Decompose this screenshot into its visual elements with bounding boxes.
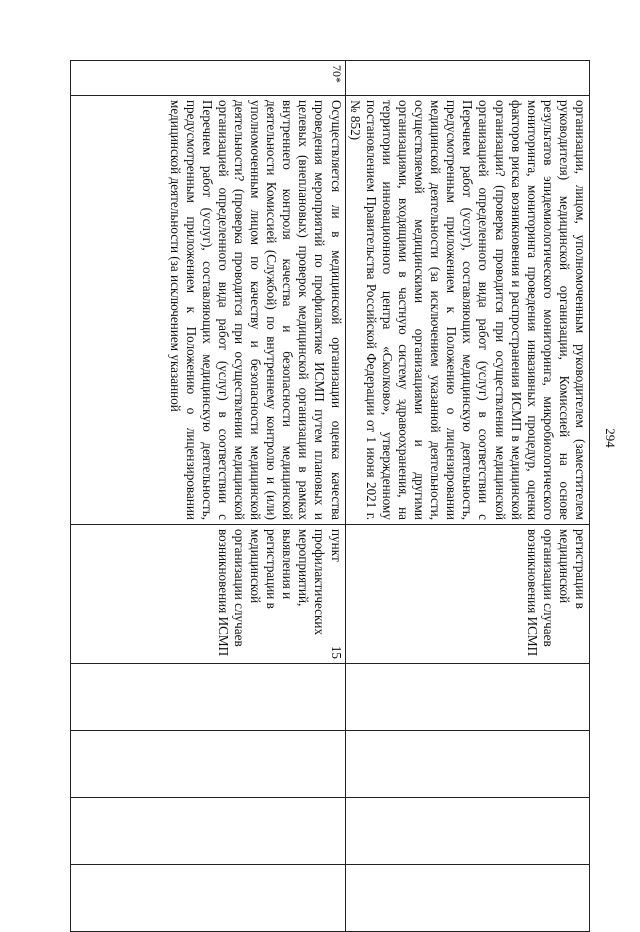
empty-cell xyxy=(71,664,346,731)
page-number: 294 xyxy=(603,428,618,448)
requirement-cell xyxy=(345,525,589,664)
question-cell: Осуществляется ли в медицинской организации оценка качества проведения мероприятий по профилактике ИСМП путем плановых и целевых (внеплановых) проверок медицинской организации в рамках внутреннего контроля качества и безопасности медицинской деятельности Комиссией (Службой) по внутреннему контролю и (или) уполномоченным лицом по качеству и безопасности медицинской деятельности? (проверка проводится при осуществлении медицинской организацией определенного вида работ (услуг) в соответствии с Перечнем работ (услуг), составляющих медицинскую деятельность, предусмотренным приложением к Положению о лицензировании медицинской деятельности (за исключением указанной xyxy=(71,96,346,525)
empty-cell xyxy=(345,731,589,798)
row-number: 70* xyxy=(71,61,346,96)
requirement-cell xyxy=(71,525,346,664)
rotated-table-container xyxy=(70,60,590,870)
requirement-text: регистрации в медицинской организации случаев возникновения ИСМП xyxy=(524,529,588,657)
table-row xyxy=(345,61,589,932)
question-cell: организации, лицом, уполномоченным руководителем (заместителем руководителя) медицинской организации, Комиссией на основе результатов эпидемиологического мониторинга, микробиологического мониторинга, мониторинга проведения инвазивных процедур, оценки факторов риска возникновения и распространения ИСМП в медицинской организации? (проверка проводится при осуществлении медицинской организацией определенного вида работ (услуг) в соответствии с Перечнем работ (услуг), составляющих медицинскую деятельность, предусмотренным приложением к Положению о лицензировании медицинской деятельности (за исключением указанной деятельности, осуществляемой медицинскими организациями и другими организациями, входящими в частную систему здравоохранения, на территории инновационного центра «Сколково», утвержденному постановлением Правительства Российской Федерации от 1 июня 2021 г. № 852) xyxy=(345,96,589,525)
row-number xyxy=(345,61,589,96)
requirement-point-number: 15 xyxy=(328,645,344,659)
requirement-point-line xyxy=(328,529,344,659)
requirement-text: профилактических мероприятий, выявления и регистрации в медицинской организации случаев возникновения ИСМП xyxy=(215,529,328,657)
empty-cell xyxy=(71,798,346,865)
checklist-table xyxy=(70,60,590,932)
empty-cell xyxy=(71,731,346,798)
empty-cell xyxy=(71,865,346,932)
empty-cell xyxy=(345,798,589,865)
table-row xyxy=(71,61,346,932)
empty-cell xyxy=(345,664,589,731)
requirement-point-label: пункт xyxy=(328,529,344,562)
empty-cell xyxy=(345,865,589,932)
